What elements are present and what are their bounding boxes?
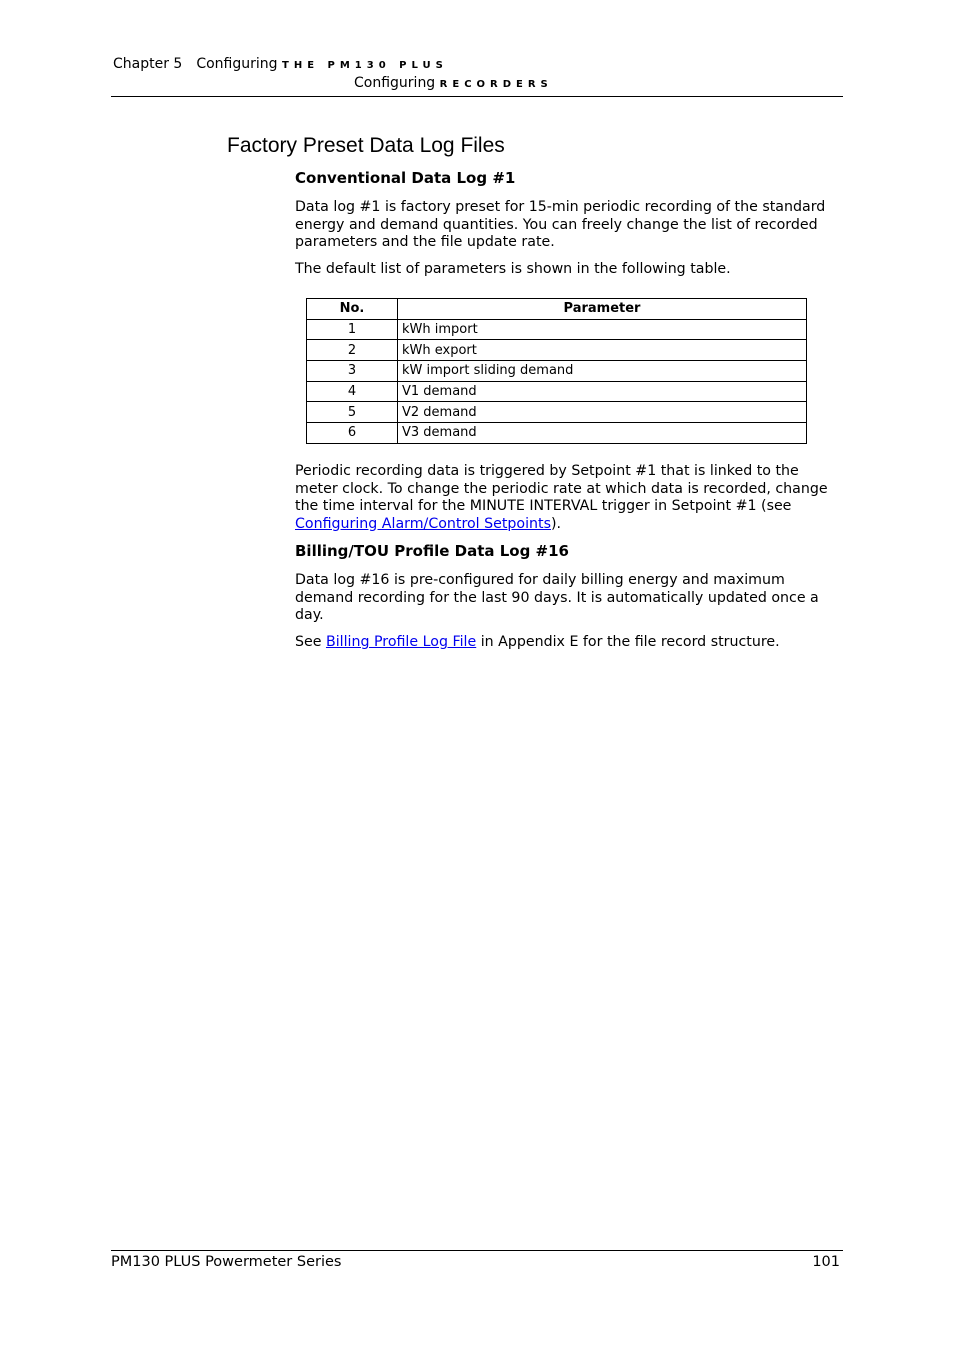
table-cell-no: 1 [307,319,398,340]
table-row [307,381,807,402]
log1-paragraph-1: Data log #1 is factory preset for 15-min periodic recording of the standard energy and demand quantities. You can freely change the list of recorded parameters and the file update rate. [295,199,826,250]
table-cell-parameter: kW import sliding demand [398,361,807,382]
table-row [307,423,807,444]
table-cell-no: 3 [307,361,398,382]
header-section-caps: RECORDERS [439,79,553,90]
log1-paragraph-2: The default list of parameters is shown in the following table. [295,261,731,277]
table-cell-parameter: kWh export [398,340,807,361]
page-number: 101 [812,1254,840,1270]
log1-heading: Conventional Data Log #1 [295,169,516,187]
header-section-prefix: Configuring [354,75,436,91]
header-chapter-prefix: Configuring [196,56,278,72]
log1-section [295,170,845,188]
header-chapter-caps: THE PM130 PLUS [282,60,448,71]
log16-heading-block [295,543,845,561]
table-cell-parameter: kWh import [398,319,807,340]
header-chapter: Chapter 5 [113,56,183,72]
header-chapter-line [113,56,448,72]
billing-profile-log-link[interactable]: Billing Profile Log File [325,634,477,650]
table-cell-no: 4 [307,381,398,402]
section-title: Factory Preset Data Log Files [227,134,505,157]
log16-heading: Billing/TOU Profile Data Log #16 [295,542,569,560]
table-cell-parameter: V3 demand [398,423,807,444]
periodic-paragraph-block [295,463,845,533]
table-row [307,340,807,361]
log16-paragraph-2 [295,634,845,652]
table-row [307,402,807,423]
table-cell-parameter: V1 demand [398,381,807,402]
table-row [307,361,807,382]
page-footer [111,1250,843,1270]
alarm-setpoints-link[interactable]: Configuring Alarm/Control Setpoints [295,515,551,532]
periodic-text-after: ). [550,515,562,532]
log16-paragraph-1: Data log #16 is pre-configured for daily billing energy and maximum demand recording for the last 90 days. It is automatically updated once a day. [295,572,819,623]
periodic-text-before: Periodic recording data is triggered by Setpoint #1 that is linked to the meter clock. To change the periodic rate at which data is recorded, change the time interval for the MINUTE INTERVAL trigger in Setpoint #1 (see [295,463,828,514]
page-header [111,54,843,97]
header-section-line [354,75,553,91]
table-cell-parameter: V2 demand [398,402,807,423]
table-header-parameter: Parameter [398,299,807,320]
periodic-paragraph [295,463,845,533]
log16-text-before: See [295,634,326,650]
footer-product-name: PM130 PLUS Powermeter Series [111,1254,342,1270]
table-header-row [307,299,807,320]
log1-paragraph-block [295,199,845,252]
log16-paragraph-2-block [295,634,845,652]
parameter-table [306,298,807,444]
log1-paragraph-2-block [295,261,845,279]
table-cell-no: 5 [307,402,398,423]
table-row [307,319,807,340]
table-header-no: No. [307,299,398,320]
log16-text-after: in Appendix E for the file record structure. [476,634,780,650]
log16-paragraph-block [295,572,845,625]
table-cell-no: 2 [307,340,398,361]
table-cell-no: 6 [307,423,398,444]
